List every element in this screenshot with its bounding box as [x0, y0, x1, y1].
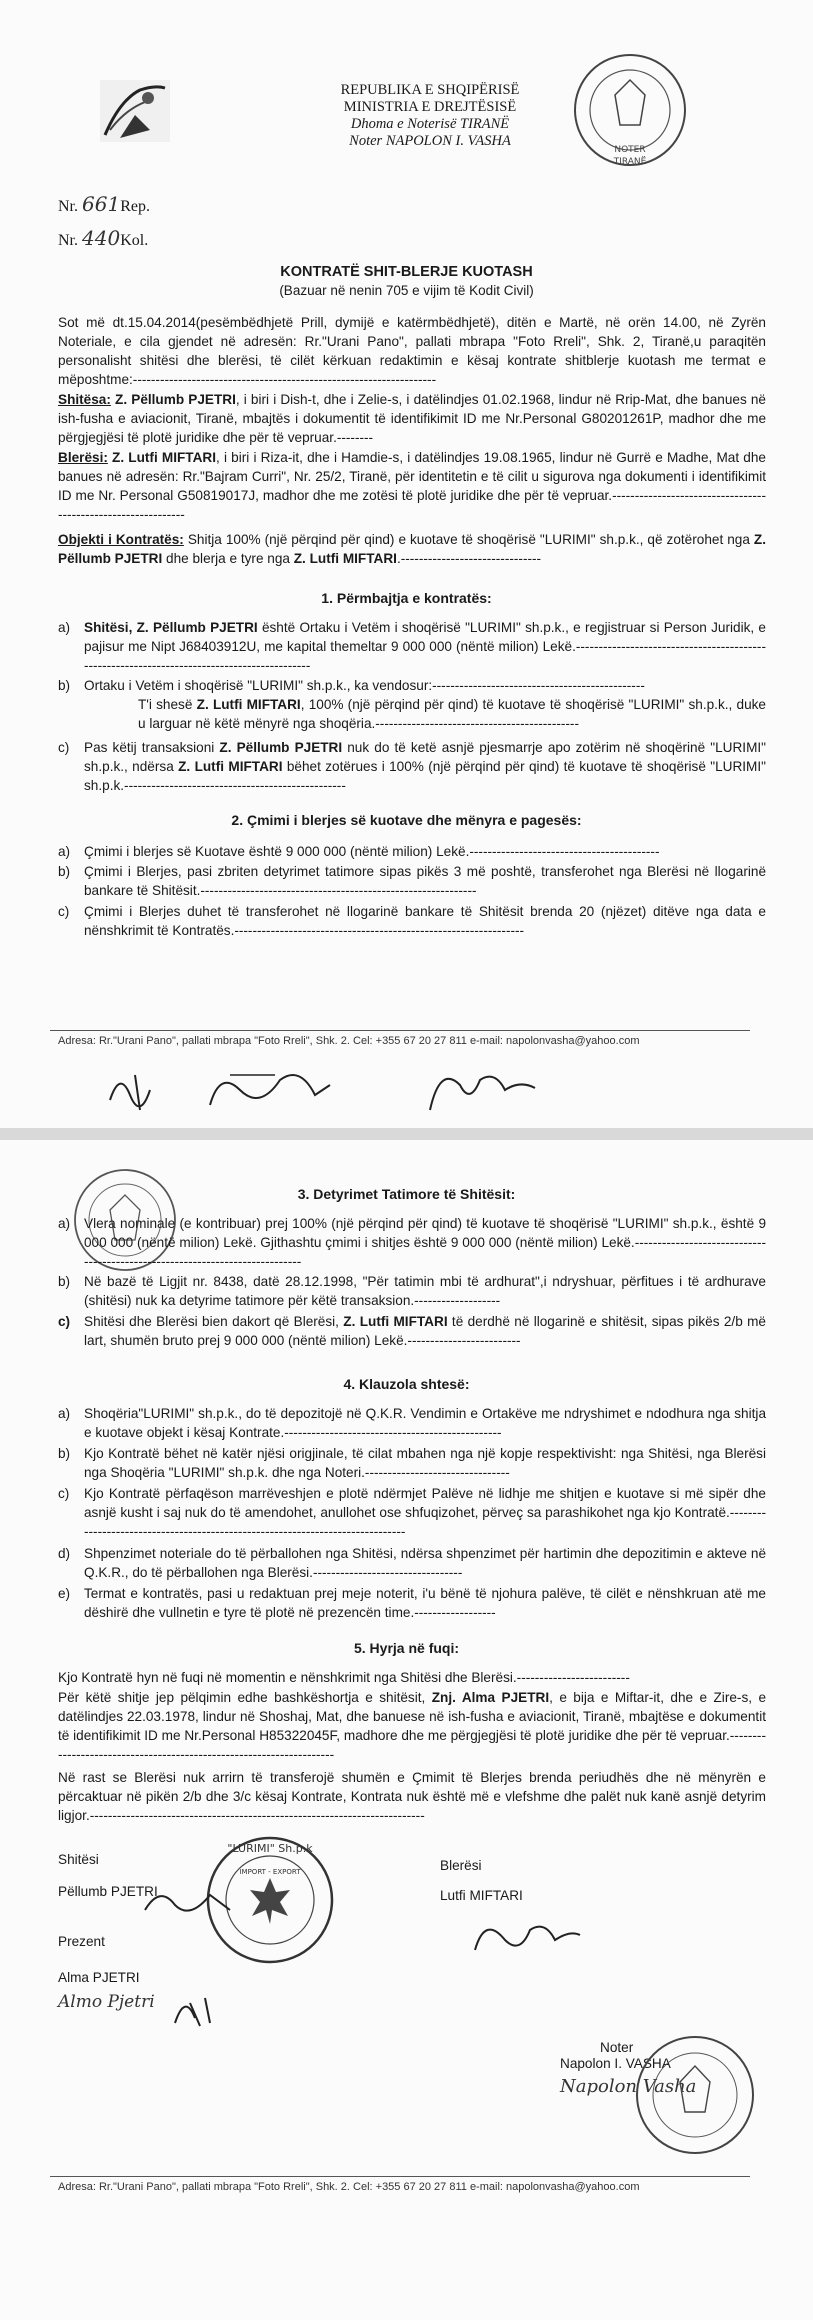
object-text-1: Shitja 100% (një përqind për qind) e kuotave të shoqërisë "LURIMI" sh.p.k., që zotërohet nga: [183, 532, 754, 547]
header-notary: Noter NAPOLON I. VASHA: [349, 133, 511, 149]
item-text: Vlera nominale (e kontribuar) prej 100% (një përqind për qind) të kuotave të shoqërisë "LURIMI" sh.p.k., është 9 000 000 (nëntë milion) Lekë. Gjithashtu çmimi i shitjes është 9 000 000 (nëntë milion) Lekë.-----------------------------------------------------------------------------: [84, 1216, 766, 1269]
item-text: T'i shesë: [138, 697, 197, 712]
nr-kol-suffix: Kol.: [120, 232, 149, 249]
nr-rep-value: 661: [82, 192, 121, 216]
section-3-item-a: [58, 1214, 766, 1271]
section-2-item-a: [58, 842, 766, 861]
buyer-name: Z. Lutfi MIFTARI: [112, 450, 217, 465]
object-text-3: .-------------------------------: [396, 551, 542, 566]
item-bold: Z. Lutfi MIFTARI: [196, 697, 301, 712]
signatures-page-1-icon: [100, 1060, 620, 1120]
item-label: b): [58, 864, 71, 879]
item-text: , 100% (një përqind për qind) të kuotave të shoqërisë "LURIMI" sh.p.k., duke u larguar në këtë mënyrë nga shoqëria.---------------------------------------------: [138, 697, 766, 731]
buyer-sign-name: Lutfi MIFTARI: [440, 1888, 523, 1903]
item-text: Shpenzimet noteriale do të përballohen nga Shitësi, ndërsa shpenzimet për hartimin dhe depozitimin e akteve në Q.K.R., do të përballohen nga Blerësi.---------------------------------: [84, 1546, 766, 1580]
present-signature-icon: [170, 1988, 230, 2028]
item-text: Çmimi i Blerjes, pasi zbriten detyrimet tatimore sipas pikës 3 më poshtë, transferohet nga Blerësi në llogarinë bankare të Shitësit.-------------------------------------------------------------: [84, 864, 766, 898]
nr-kol-prefix: Nr.: [58, 232, 78, 249]
section-3-heading: 3. Detyrimet Tatimore të Shitësit:: [297, 1186, 516, 1202]
buyer-paragraph: [58, 448, 766, 524]
para-text: , e bija e Miftar-it, dhe e Zire-s, e datëlindjes 22.03.1978, lindur në Shoshaj, Mat, dhe banuese në ish-fusha e aviacionit, Tiranë, mbajtëse e dokumentit të identifikimit ID me Nr.Personal H85322045F, madhore dhe me përgjegjësi të plotë juridike dhe për të vepruar.---------------------------------------------------------------------: [58, 1690, 767, 1762]
footer-address-2: Adresa: Rr."Urani Pano", pallati mbrapa "Foto Rreli", Shk. 2. Cel: +355 67 20 27 811 e-mail: napolonvasha@yahoo.com: [58, 2181, 640, 2193]
section-4-heading: 4. Klauzola shtesë:: [343, 1376, 470, 1392]
item-label: c): [58, 1314, 71, 1329]
item-label: e): [58, 1586, 71, 1601]
section-5-para-2: [58, 1688, 766, 1764]
header-ministry: MINISTRIA E DREJTËSISË: [343, 99, 517, 115]
item-bold: Z. Lutfi MIFTARI: [178, 759, 283, 774]
item-label: a): [58, 620, 71, 635]
item-text: Shoqëria"LURIMI" sh.p.k., do të depozitojë në Q.K.R. Vendimin e Ortakëve me ndryshimet e ndodhura nga shitja e kuotave objekt i kësaj Kontrate.------------------------------------------------: [84, 1406, 766, 1440]
svg-text:NOTER: NOTER: [614, 145, 646, 155]
document-page-1: [0, 0, 813, 1128]
section-1-item-a: [58, 618, 766, 675]
item-text: nuk do të ketë asnjë pjesmarrje apo zotërim në shoqërinë "LURIMI" sh.p.k., ndërsa: [84, 740, 766, 774]
section-1-item-b: [58, 676, 766, 733]
object-name-1: Z. Pëllumb PJETRI: [58, 532, 766, 566]
section-5-para-3: Në rast se Blerësi nuk arrirn të transferojë shumën e Çmimit të Blerjes brenda periudhës dhe në mënyrën e përcaktuar në pikën 2/b dhe 3/c kësaj Kontrate, Kontrata nuk është më e vlefshme dhe palët nuk kanë asnjë detyrim ligjor.--------------------------------------------------------------------------: [58, 1770, 766, 1823]
footer-divider-2: [50, 2176, 750, 2177]
seller-name: Z. Pëllumb PJETRI: [115, 392, 236, 407]
header-republic: REPUBLIKA E SHQIPËRISË: [340, 82, 520, 98]
item-text: Në bazë të Ligjit nr. 8438, datë 28.12.1998, "Për tatimin mbi të ardhurat",i ndryshuar, përfitues i të ardhurave (shitësi) nuk ka detyrime tatimore për këtë transaksion.-------------------: [84, 1274, 766, 1308]
item-label: d): [58, 1546, 71, 1561]
buyer-text: , i biri i Riza-it, dhe i Hamdie-s, i datëlindjes 19.08.1965, lindur në Gurrë e Madhe, Mat dhe banues në adresën: Rr."Bajram Curri", Nr. 25/2, Tiranë, për identitetin e të cilit u sigurova nga dokumenti i identifikimit ID me Nr. Personal G50819017J, madhor dhe me zotësi të plotë juridike dhe për të vepruar.--------------------------------------------------------------: [58, 450, 766, 522]
para-bold: Znj. Alma PJETRI: [431, 1690, 550, 1705]
item-bold: Shitësi, Z. Pëllumb PJETRI: [84, 620, 258, 635]
item-text: Çmimi i blerjes së Kuotave është 9 000 000 (nëntë milion) Lekë.------------------------------------------: [84, 844, 660, 859]
nr-kol-value: 440: [82, 226, 121, 250]
present-handwritten: Almo Pjetri: [58, 1992, 155, 2012]
section-2-item-b: [58, 862, 766, 900]
present-role: Prezent: [58, 1934, 105, 1949]
footer-divider: [50, 1030, 750, 1031]
notary-role: Noter: [600, 2040, 634, 2055]
nr-kol: [58, 226, 148, 250]
section-4-item-d: [58, 1544, 766, 1582]
para-text: Për këtë shitje jep pëlqimin edhe bashkëshortja e shitësit,: [58, 1690, 432, 1705]
seller-text: , i biri i Dish-t, dhe i Zelie-s, i datëlindjes 01.02.1968, lindur në Rrip-Mat, dhe banues në ish-fusha e aviacionit, Tiranë, mbajtës i dokumentit të identifikimit ID me Nr.Personal G80201261P, madhor dhe me përgjegjësi të plotë juridike dhe për të vepruar.--------: [58, 392, 766, 445]
notary-handwritten: Napolon Vasha: [560, 2076, 697, 2097]
object-name-2: Z. Lutfi MIFTARI: [293, 551, 397, 566]
footer-address: Adresa: Rr."Urani Pano", pallati mbrapa "Foto Rreli", Shk. 2. Cel: +355 67 20 27 811 e-mail: napolonvasha@yahoo.com: [58, 1035, 640, 1047]
item-text: Termat e kontratës, pasi u redaktuan prej meje noterit, i'u bënë të njohura palëve, të cilët e nënshkruan atë me dëshirë dhe vullnetin e tyre të plotë në prezencën time.------------------: [84, 1586, 766, 1620]
section-5-heading: 5. Hyrja në fuqi:: [353, 1640, 460, 1656]
section-2-item-c: [58, 902, 766, 940]
present-sign-name: Alma PJETRI: [58, 1970, 140, 1985]
item-text: Ortaku i Vetëm i shoqërisë "LURIMI" sh.p.k., ka vendosur:-----------------------------------------------: [84, 678, 645, 693]
item-label: c): [58, 904, 70, 919]
contract-subtitle: (Bazuar në nenin 705 e vijim të Kodit Civil): [279, 283, 534, 298]
document-page-2: [0, 1140, 813, 2320]
header-chamber: Dhoma e Noterisë TIRANË: [350, 116, 510, 132]
nr-rep-suffix: Rep.: [120, 198, 150, 215]
item-text: Pas këtij transaksioni: [84, 740, 220, 755]
item-text: Kjo Kontratë përfaqëson marrëveshjen e plotë ndërmjet Palëve në lidhje me shitjen e kuotave si më sipër dhe asnjë kusht i saj nuk do të amendohet, anullohet ose shfuqizohet, përveç sa parashikohet nga kjo Kontratë.-------------------------------------------------------------------------------: [84, 1486, 766, 1539]
nr-rep: [58, 192, 150, 216]
seller-role: Shitësi: [58, 1852, 99, 1867]
section-3-item-c: [58, 1312, 766, 1350]
intro-paragraph: Sot më dt.15.04.2014(pesëmbëdhjetë Prill, dymijë e katërmbëdhjetë), ditën e Martë, në orën 14.00, në Zyrën Noteriale, e cila gjendet në adresën: Rr."Urani Pano", pallati mbrapa "Foto Rreli", Shk. 2, Tiranë,u paraqitën personalisht shitësi dhe blerësi, të cilët kërkuan redaktimin e kësaj kontrate shitblerje kuotash me termat e mëposhtme:-------------------------------------------------------------------: [58, 315, 766, 387]
company-stamp-sub: IMPORT - EXPORT: [239, 1868, 301, 1876]
section-4-item-b: [58, 1444, 766, 1482]
item-label: b): [58, 678, 71, 693]
item-text: Shitësi dhe Blerësi bien dakort që Blerësi,: [84, 1314, 344, 1329]
svg-text:TIRANË: TIRANË: [613, 157, 647, 167]
section-3-item-b: [58, 1272, 766, 1310]
section-5-para-1: Kjo Kontratë hyn në fuqi në momentin e nënshkrimit nga Shitësi dhe Blerësi.-------------------------: [58, 1670, 630, 1685]
object-label: Objekti i Kontratës:: [58, 532, 184, 547]
section-2-heading: 2. Çmimi i blerjes së kuotave dhe mënyra e pagesës:: [231, 812, 582, 828]
notary-stamp-page-2-bottom-icon: [630, 2020, 760, 2170]
nr-rep-prefix: Nr.: [58, 198, 78, 215]
seller-paragraph: [58, 390, 766, 447]
item-text: të derdhë në llogarinë e shitësit, sipas pikës 2/b më lart, shumën bruto prej 9 000 000 (nëntë milion) Lekë.-------------------------: [84, 1314, 766, 1348]
section-4-item-a: [58, 1404, 766, 1442]
company-stamp-text: "LURIMI" Sh.p.k: [227, 1842, 313, 1855]
buyer-role: Blerësi: [440, 1858, 482, 1873]
item-label: a): [58, 1406, 71, 1421]
seller-label: Shitësa:: [58, 392, 111, 407]
item-label: b): [58, 1274, 71, 1289]
contract-title: KONTRATË SHIT-BLERJE KUOTASH: [280, 264, 533, 280]
seller-signature-icon: [140, 1880, 260, 1920]
item-label: c): [58, 1486, 70, 1501]
section-1-item-c: [58, 738, 766, 795]
item-bold: Z. Pëllumb PJETRI: [219, 740, 343, 755]
section-1-heading: 1. Përmbajtja e kontratës:: [321, 590, 492, 606]
item-label: b): [58, 1446, 71, 1461]
item-label: a): [58, 844, 71, 859]
item-text: Çmimi i Blerjes duhet të transferohet në llogarinë bankare të Shitësit brenda 20 (njëzet) ditëve nga data e nënshkrimit të Kontratës.----------------------------------------------------------------: [84, 904, 766, 938]
item-text: Kjo Kontratë bëhet në katër njësi origjinale, të cilat mbahen nga një kopje respektivisht: nga Shitësi, nga Blerësi nga Shoqëria "LURIMI" sh.p.k. dhe nga Noteri.--------------------------------: [84, 1446, 766, 1480]
section-4-item-e: [58, 1584, 766, 1622]
object-text-2: dhe blerja e tyre nga: [162, 551, 294, 566]
object-paragraph: [58, 530, 766, 568]
notary-logo-icon: [100, 80, 170, 142]
seller-sign-name: Pëllumb PJETRI: [58, 1884, 158, 1899]
buyer-signature-icon: [470, 1910, 590, 1960]
buyer-label: Blerësi:: [58, 450, 108, 465]
item-bold: Z. Lutfi MIFTARI: [343, 1314, 448, 1329]
item-text: bëhet zotërues i 100% (një përqind për qind) të kuotave të shoqërisë "LURIMI" sh.p.k.-------------------------------------------------: [84, 759, 766, 793]
notary-sign-name: Napolon I. VASHA: [560, 2056, 671, 2071]
item-text: është Ortaku i Vetëm i shoqërisë "LURIMI" sh.p.k., e regjistruar si Person Juridik, e pajisur me Nipt J68403912U, me kapital themeltar 9 000 000 (nëntë milion) Lekë.--------------------------------------------------------------------------------------------: [84, 620, 766, 673]
section-4-item-c: [58, 1484, 766, 1541]
item-label: a): [58, 1216, 71, 1231]
item-label: c): [58, 740, 70, 755]
notary-stamp-icon: [570, 40, 690, 180]
